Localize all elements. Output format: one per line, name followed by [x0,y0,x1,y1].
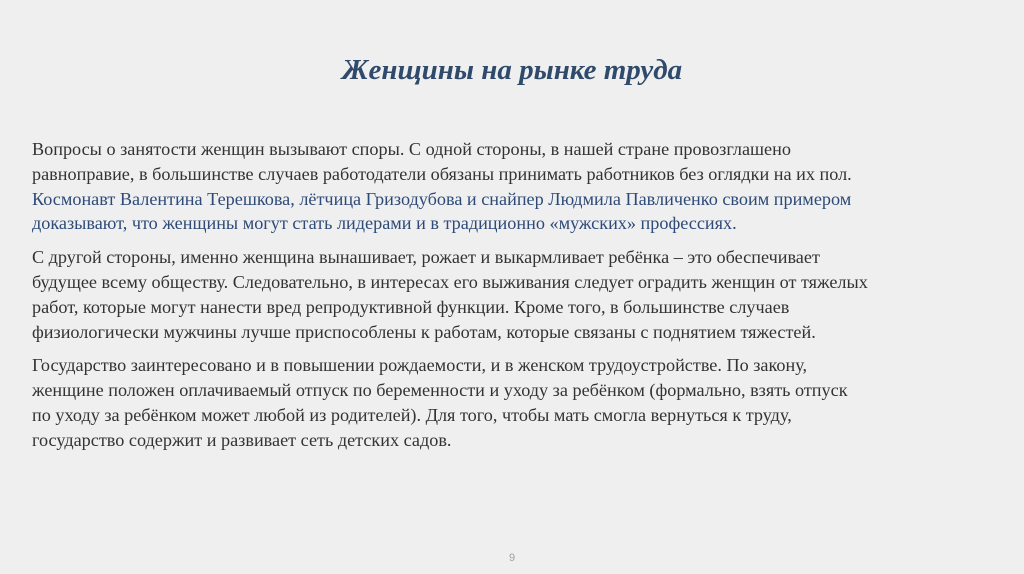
paragraph-line: работ, которые могут нанести вред репродуктивной функции. Кроме того, в большинстве случаев [32,296,790,317]
paragraph-2 [32,245,1007,344]
paragraph-line: Вопросы о занятости женщин вызывают споры. С одной стороны, в нашей стране провозглашено [32,139,791,159]
highlighted-line: Космонавт Валентина Терешкова, лётчица Гризодубова и снайпер Людмила Павличенко своим примером [32,188,852,209]
paragraph-line: государство содержит и развивает сеть детских садов. [32,429,452,450]
paragraph-line: Государство заинтересовано и в повышении рождаемости, и в женском трудоустройстве. По закону, [32,355,808,376]
paragraph-line: физиологически мужчины лучше приспособлены к работам, которые связаны с поднятием тяжестей. [32,321,816,342]
paragraph-line: будущее всему обществу. Следовательно, в интересах его выживания следует оградить женщин от тяжелых [32,271,868,292]
paragraph-1 [32,137,1007,236]
page-number: 9 [508,552,516,564]
paragraph-line: С другой стороны, именно женщина вынашивает, рожает и выкармливает ребёнка – это обеспечивает [32,247,820,268]
paragraph-line: равноправие, в большинстве случаев работодатели обязаны принимать работников без оглядки на их пол. [32,163,852,184]
slide-title: Женщины на рынке труда [341,54,683,86]
highlighted-line: доказывают, что женщины могут стать лидерами и в традиционно «мужских» профессиях. [32,213,737,234]
paragraph-line: по уходу за ребёнком может любой из родителей). Для того, чтобы мать смогла вернуться к труду, [32,404,792,425]
slide-content [32,137,1007,462]
paragraph-3 [32,353,1007,452]
paragraph-line: женщине положен оплачиваемый отпуск по беременности и уходу за ребёнком (формально, взять отпуск [32,380,848,401]
